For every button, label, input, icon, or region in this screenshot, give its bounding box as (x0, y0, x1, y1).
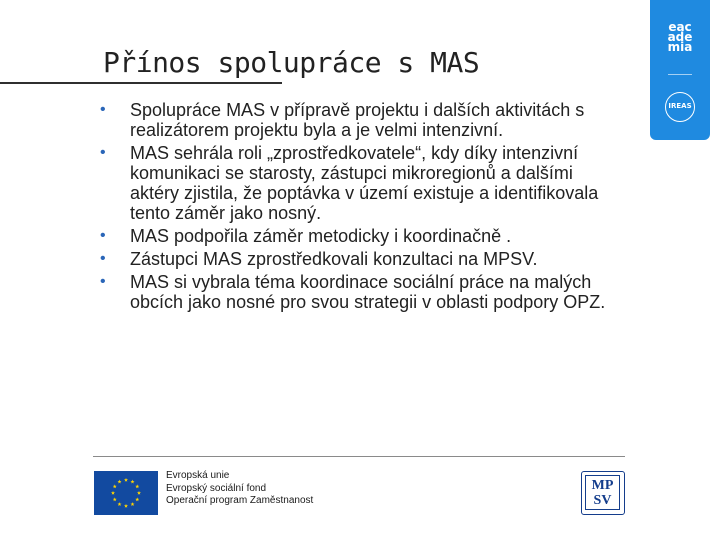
eacademia-line: mia (667, 40, 693, 54)
eacademia-line: eac (668, 20, 692, 34)
eu-star-icon (111, 491, 115, 495)
eacademia-logo (650, 22, 710, 52)
bullet-item (100, 226, 620, 246)
mpsv-logo (581, 471, 625, 515)
eacademia-ireas-brand (650, 0, 710, 140)
bullet-item (100, 272, 620, 312)
mpsv-line: SV (593, 493, 612, 508)
mpsv-logo-frame (585, 475, 620, 510)
eu-line: Evropská unie (166, 470, 230, 481)
eu-star-icon (135, 497, 139, 501)
eu-funding-label (166, 470, 366, 508)
bullet-item (100, 143, 620, 223)
eu-star-icon (118, 480, 122, 484)
bullet-item (100, 249, 620, 269)
brand-divider (668, 74, 692, 75)
eu-star-icon (118, 502, 122, 506)
eu-star-icon (124, 478, 128, 482)
eu-star-icon (113, 484, 117, 488)
bullet-icon: • (100, 101, 106, 118)
bullet-text: MAS sehrála roli „zprostředkovatele“, kdy díky intenzivní komunikaci se starosty, zástupci mikroregionů a dalšími aktéry zjistila, že poptávka v území existuje a identifikovala tento záměr jako nosný. (130, 143, 599, 223)
eu-line: Evropský sociální fond (166, 482, 267, 494)
eu-line: Operační program Zaměstnanost (166, 495, 314, 506)
eu-star-icon (135, 484, 139, 488)
eu-star-icon (131, 480, 135, 484)
bullet-icon: • (100, 273, 106, 290)
ireas-logo: IREAS (665, 92, 695, 122)
eu-stars-svg (94, 471, 158, 515)
eu-star-icon (131, 502, 135, 506)
eu-star-icon (124, 504, 128, 508)
bullet-text: Zástupci MAS zprostředkovali konzultaci na MPSV. (130, 249, 538, 269)
title-underline (0, 82, 282, 84)
eu-star-icon (113, 497, 117, 501)
eu-flag-icon (94, 471, 158, 515)
bullet-text: MAS podpořila záměr metodicky i koordinačně . (130, 226, 512, 246)
eacademia-line: ade (667, 30, 693, 44)
bullet-text: MAS si vybrala téma koordinace sociální práce na malých obcích jako nosné pro svou strategii v oblasti podpory OPZ. (130, 272, 606, 312)
bullet-icon: • (100, 227, 106, 244)
mpsv-line: MP (591, 478, 614, 493)
bullet-list (100, 100, 620, 315)
footer-divider (93, 456, 625, 457)
slide-title: Přínos spolupráce s MAS (103, 46, 480, 79)
bullet-icon: • (100, 250, 106, 267)
bullet-icon: • (100, 144, 106, 161)
bullet-item (100, 100, 620, 140)
bullet-text: Spolupráce MAS v přípravě projektu i dalších aktivitách s realizátorem projektu byla a je velmi intenzivní. (130, 100, 585, 140)
eu-star-icon (137, 491, 141, 495)
